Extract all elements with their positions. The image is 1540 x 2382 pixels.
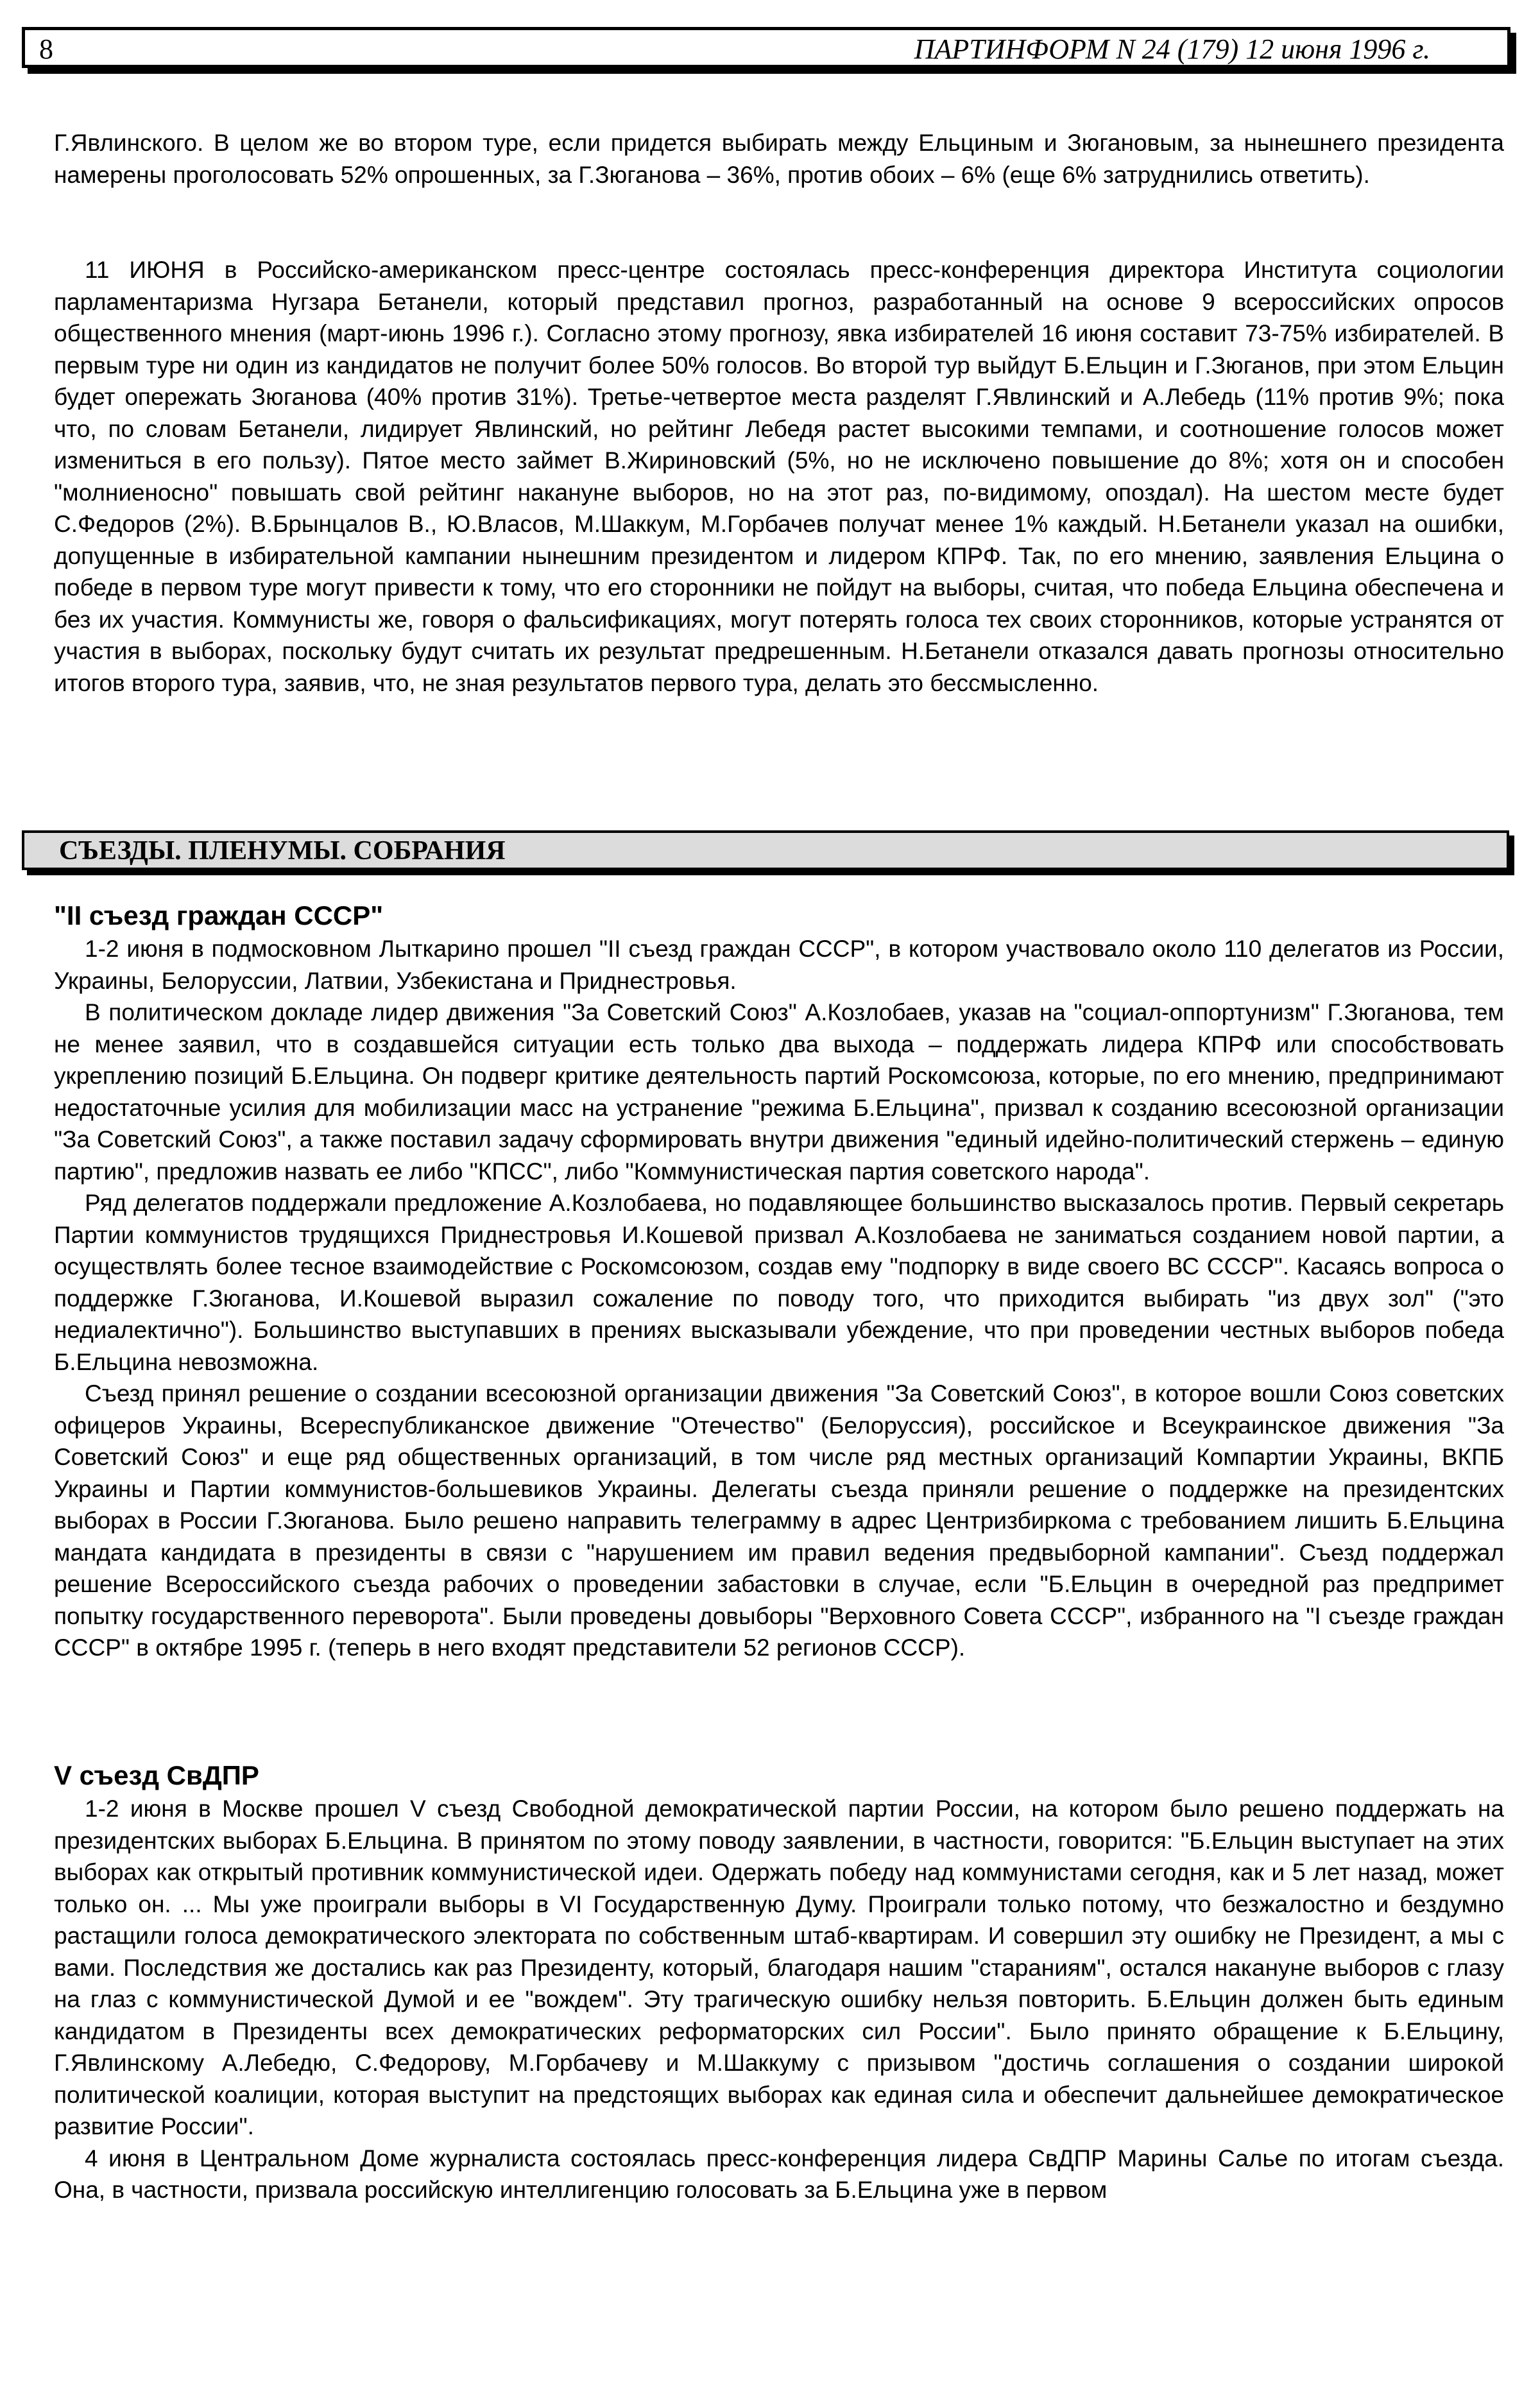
press-conference-text: 11 ИЮНЯ в Российско-американском пресс-центре состоялась пресс-конференция директора Института социологии парламентаризма Нугзара Бетанели, который представил прогноз, разработанный на основе 9 всероссийских опросов общественного мнения (март-июнь 1996 г.). Согласно этому прогнозу, явка избирателей 16 июня составит 73-75% избирателей. В первым туре ни один из кандидатов не получит более 50% голосов. Во второй тур выйдут Б.Ельцин и Г.Зюганов, при этом Ельцин будет опережать Зюганова (40% против 31%). Третье-четвертое места разделят Г.Явлинский и А.Лебедь (11% против 9%; пока что, по словам Бетанели, лидирует Явлинский, но рейтинг Лебедя растет высокими темпами, и соотношение голосов может измениться в его пользу). Пятое место займет В.Жириновский (5%, но не исключено повышение до 8%; хотя он и способен "молниеносно" повышать свой рейтинг накануне выборов, но на этот раз, по-видимому, опоздал). На шестом месте будет С.Федоров (2%). В.Брынцалов В., Ю.Власов, М.Шаккум, М.Горбачев получат менее 1% каждый. Н.Бетанели указал на ошибки, допущенные в избирательной кампании нынешним президентом и лидером КПРФ. Так, по его мнению, заявления Ельцина о победе в первом туре могут привести к тому, что его сторонники не пойдут на выборы, считая, что победа Ельцина обеспечена и без их участия. Коммунисты же, говоря о фальсификациях, могут потерять голоса тех своих сторонников, которые устранятся от участия в выборах, поскольку будут считать их результат предрешенным. Н.Бетанели отказался давать прогнозы относительно итогов второго тура, заявив, что, не зная результатов первого тура, делать это бессмысленно. [54, 257, 1504, 696]
article1-paragraph-2: В политическом докладе лидер движения "За Советский Союз" А.Козлобаев, указав на "социал-оппортунизм" Г.Зюганова, тем не менее заявил, что в создавшейся ситуации есть только два выхода – поддержать лидера КПРФ или способствовать укреплению позиций Б.Ельцина. Он подверг критике деятельность партий Роскомсоюза, которые, по его мнению, предпринимают недостаточные усилия для мобилизации масс на устранение "режима Б.Ельцина", призвал к созданию всесоюзной организации "За Советский Союз", а также поставил задачу сформировать внутри движения "единый идейно-политический стержень – единую партию", предложив назвать ее либо "КПСС", либо "Коммунистическая партия советского народа". [54, 999, 1504, 1185]
page-number: 8 [39, 33, 53, 65]
article-body-congress-ussr [54, 933, 1504, 1664]
intro-text: Г.Явлинского. В целом же во втором туре, если придется выбирать между Ельциным и Зюгановым, за нынешнего президента намерены проголосовать 52% опрошенных, за Г.Зюганова – 36%, против обоих – 6% (еще 6% затруднились ответить). [54, 130, 1504, 188]
section-title: СЪЕЗДЫ. ПЛЕНУМЫ. СОБРАНИЯ [59, 836, 506, 866]
article-body-svdpr [54, 1793, 1504, 2206]
press-conference-paragraph [54, 254, 1504, 699]
article1-paragraph-3: Ряд делегатов поддержали предложение А.Козлобаева, но подавляющее большинство высказалось против. Первый секретарь Партии коммунистов трудящихся Приднестровья И.Кошевой призвал А.Козлобаева не заниматься созданием новой партии, а осуществлять более тесное взаимодействие с Роскомсоюзом, создав ему "подпорку в виде своего ВС СССР". Касаясь вопроса о поддержке Г.Зюганова, И.Кошевой выразил сожаление по поводу того, что приходится выбирать "из двух зол" ("это недиалектично"). Большинство выступавших в прениях высказывали убеждение, что при проведении честных выборов победа Б.Ельцина невозможна. [54, 1190, 1504, 1375]
article-title-svdpr: V съезд СвДПР [54, 1760, 259, 1790]
article1-paragraph-4: Съезд принял решение о создании всесоюзной организации движения "За Советский Союз", в которое вошли Союз советских офицеров Украины, Всереспубликанское движение "Отечество" (Белоруссия), российское и Всеукраинское движения "За Советский Союз" и еще ряд общественных организаций, в том числе ряд местных организаций Компартии Украины, ВКПБ Украины и Партии коммунистов-большевиков Украины. Делегаты съезда приняли решение о поддержке на президентских выборах в России Г.Зюганова. Было решено направить телеграмму в адрес Центризбиркома с требованием лишить Б.Ельцина мандата кандидата в президенты в связи с "нарушением им правил ведения предвыборной кампании". Съезд поддержал решение Всероссийского съезда рабочих о проведении забастовки в случае, если "Б.Ельцин в очередной раз предпримет попытку государственного переворота". Были проведены довыборы "Верховного Совета СССР", избранного на "I съезде граждан СССР" в октябре 1995 г. (теперь в него входят представители 52 регионов СССР). [54, 1380, 1504, 1661]
publication-title: ПАРТИНФОРМ N 24 (179) 12 июня 1996 г. [914, 33, 1430, 65]
article2-paragraph-1: 1-2 июня в Москве прошел V съезд Свободной демократической партии России, на котором было решено поддержать на президентских выборах Б.Ельцина. В принятом по этому поводу заявлении, в частности, говорится: "Б.Ельцин выступает на этих выборах как открытый противник коммунистической идеи. Одержать победу над коммунистами сегодня, как и 5 лет назад, может только он. ... Мы уже проиграли выборы в VI Государственную Думу. Проиграли только потому, что безжалостно и бездумно растащили голоса демократического электората по собственным штаб-квартирам. И совершил эту ошибку не Президент, а мы с вами. Последствия же достались как раз Президенту, который, благодаря нашим "стараниям", остался накануне выборов с глазу на глаз с коммунистической Думой и ее "вождем". Эту трагическую ошибку нельзя повторить. Б.Ельцин должен быть единым кандидатом в Президенты всех демократических реформаторских сил России". Было принято обращение к Б.Ельцину, Г.Явлинскому А.Лебедю, С.Федорову, М.Горбачеву и М.Шаккуму с призывом "достичь соглашения о создании широкой политической коалиции, которая выступит на предстоящих выборах как единая сила и обеспечит дальнейшее демократическое развитие России". [54, 1795, 1504, 2139]
article-title-congress-ussr: "II съезд граждан СССР" [54, 900, 384, 930]
intro-paragraph [54, 127, 1504, 191]
page-header [22, 27, 1510, 68]
section-header [22, 830, 1509, 870]
article1-paragraph-1: 1-2 июня в подмосковном Лыткарино прошел "II съезд граждан СССР", в котором участвовало около 110 делегатов из России, Украины, Белоруссии, Латвии, Узбекистана и Приднестровья. [54, 936, 1504, 994]
article2-paragraph-2: 4 июня в Центральном Доме журналиста состоялась пресс-конференция лидера СвДПР Марины Салье по итогам съезда. Она, в частности, призвала российскую интеллигенцию голосовать за Б.Ельцина уже в первом [54, 2145, 1504, 2203]
